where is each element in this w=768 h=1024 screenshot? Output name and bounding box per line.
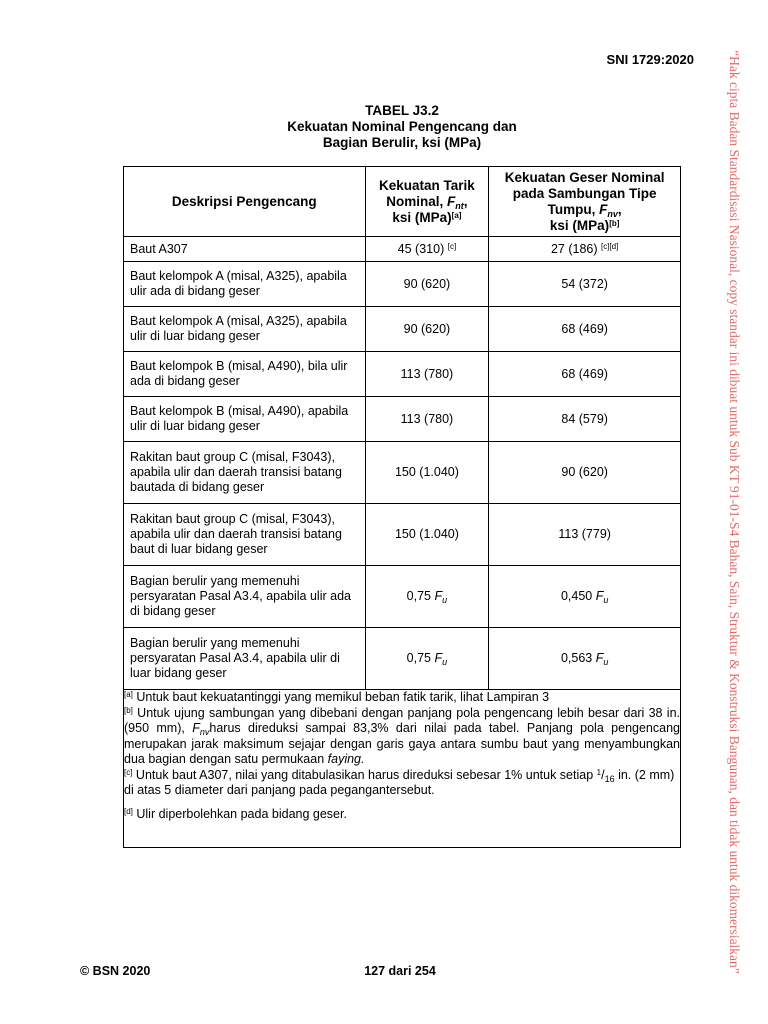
fastener-description: Rakitan baut group C (misal, F3043), apabila ulir dan daerah transisi batang bautada di bidang geser [124, 442, 366, 504]
fastener-description: Bagian berulir yang memenuhi persyaratan Pasal A3.4, apabila ulir di luar bidang geser [124, 628, 366, 690]
fastener-description: Baut A307 [124, 237, 366, 262]
table-title-line: Kekuatan Nominal Pengencang dan [287, 119, 517, 134]
shear-value: 54 (372) [489, 262, 681, 307]
shear-value: 0,563 $F_u$ [489, 628, 681, 690]
table-row [124, 566, 681, 628]
footer-copyright: © BSN 2020 [80, 964, 151, 978]
table-header-row [124, 167, 681, 237]
copyright-watermark: “Hak cipta Badan Standardisasi Nasional, copy standar ini dibuat untuk Sub KT 91-01-S4 Bahan, Sain, Struktur & Konstruksi Bangunan, dan tidak untuk dikomersialkan” [727, 50, 742, 974]
table-row [124, 262, 681, 307]
table-title-line: Bagian Berulir, ksi (MPa) [322, 135, 482, 150]
tensile-value: 90 (620) [365, 307, 489, 352]
table-row [124, 237, 681, 262]
fastener-description: Baut kelompok B (misal, A490), bila ulir ada di bidang geser [124, 352, 366, 397]
table-row [124, 307, 681, 352]
table-number: TABEL J3.2 [365, 103, 439, 118]
standard-code: SNI 1729:2020 [606, 52, 694, 67]
tensile-value: 90 (620) [365, 262, 489, 307]
fastener-description: Rakitan baut group C (misal, F3043), apabila ulir dan daerah transisi batang baut di luar bidang geser [124, 504, 366, 566]
shear-value: 68 (469) [489, 352, 681, 397]
shear-value: 27 (186) [c][d] [489, 237, 681, 262]
tensile-value: 113 (780) [365, 397, 489, 442]
tensile-value: 150 (1.040) [365, 504, 489, 566]
table-row [124, 628, 681, 690]
fastener-description: Baut kelompok A (misal, A325), apabila ulir di luar bidang geser [124, 307, 366, 352]
footnote-c: [c] Untuk baut A307, nilai yang ditabulasikan harus direduksi sebesar 1% untuk setiap $^1/_{16}$ in. (2 mm) di atas 5 diameter dari panjang pada pegangantersebut. [124, 767, 675, 797]
fastener-description: Baut kelompok A (misal, A325), apabila ulir ada di bidang geser [124, 262, 366, 307]
fastener-description: Baut kelompok B (misal, A490), apabila ulir di luar bidang geser [124, 397, 366, 442]
shear-value: 84 (579) [489, 397, 681, 442]
tensile-value: 0,75 $F_u$ [365, 566, 489, 628]
header-shear-strength: Kekuatan Geser Nominal pada Sambungan Tipe Tumpu, $F_{nv}$, ksi (MPa)[b] [489, 167, 681, 237]
tensile-value: 45 (310) [c] [365, 237, 489, 262]
fastener-description: Bagian berulir yang memenuhi persyaratan Pasal A3.4, apabila ulir ada di bidang geser [124, 566, 366, 628]
table-row [124, 397, 681, 442]
shear-value: 68 (469) [489, 307, 681, 352]
footnote-d: [d] Ulir diperbolehkan pada bidang geser. [124, 806, 347, 821]
tensile-value: 0,75 $F_u$ [365, 628, 489, 690]
table-footnotes [124, 690, 681, 848]
tensile-value: 150 (1.040) [365, 442, 489, 504]
table-notes-row [124, 690, 681, 848]
fastener-strength-table [123, 166, 681, 848]
footnote-a: [a] Untuk baut kekuatantinggi yang memikul beban fatik tarik, lihat Lampiran 3 [124, 690, 550, 704]
table-row [124, 352, 681, 397]
shear-value: 113 (779) [489, 504, 681, 566]
tensile-value: 113 (780) [365, 352, 489, 397]
table-title [123, 103, 681, 151]
table-row [124, 504, 681, 566]
shear-value: 90 (620) [489, 442, 681, 504]
footnote-b: [b] Untuk ujung sambungan yang dibebani dengan panjang pola pengencang lebih besar dari 38 in. (950 mm), $F_{nv}harus$ direduksi sampai 83,3% dari nilai pada tabel. Panjang pola pengencang merupakan jarak maksimum sejajar dengan garis gaya antara sumbu baut yang menyambungkan dua bagian dengan satu permukaan faying. [124, 705, 680, 766]
shear-value: 0,450 $F_u$ [489, 566, 681, 628]
header-fastener-description: Deskripsi Pengencang [124, 167, 366, 237]
table-row [124, 442, 681, 504]
page-number: 127 dari 254 [364, 964, 436, 978]
header-tensile-strength: Kekuatan Tarik Nominal, $F_{nt}$, ksi (MPa)[a] [365, 167, 489, 237]
